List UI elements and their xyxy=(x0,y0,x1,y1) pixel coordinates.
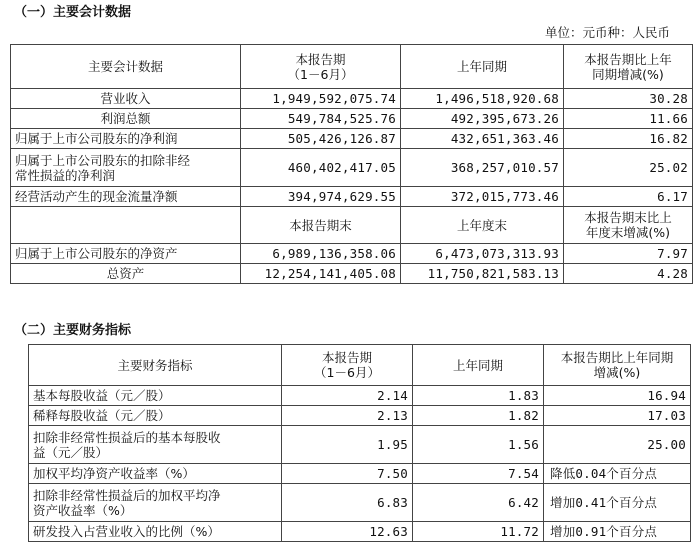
unit-currency-note: 单位：元币种：人民币 xyxy=(544,25,670,40)
row-label: 扣除非经常性损益后的基本每股收 益（元／股） xyxy=(29,426,282,464)
prior-period-value: 1.56 xyxy=(413,426,544,464)
change-value: 增加0.41个百分点 xyxy=(544,484,691,522)
row-label: 扣除非经常性损益后的加权平均净 资产收益率（%） xyxy=(29,484,282,522)
change-value: 30.28 xyxy=(564,89,693,109)
table-row xyxy=(29,464,691,484)
current-period-value: 6.83 xyxy=(282,484,413,522)
table-row xyxy=(11,89,693,109)
table-row xyxy=(11,109,693,129)
table-row xyxy=(29,426,691,464)
table-header-row xyxy=(11,207,693,244)
table-row xyxy=(29,522,691,542)
row-label: 加权平均净资产收益率（%） xyxy=(29,464,282,484)
change-value: 增加0.91个百分点 xyxy=(544,522,691,542)
row-label: 研发投入占营业收入的比例（%） xyxy=(29,522,282,542)
header-financial-indicators: 主要财务指标 xyxy=(29,345,282,386)
table-row xyxy=(11,129,693,149)
prior-period-value: 372,015,773.46 xyxy=(401,187,564,207)
row-label: 归属于上市公司股东的净资产 xyxy=(11,244,241,264)
financial-indicators-table xyxy=(28,344,691,542)
current-period-value: 1,949,592,075.74 xyxy=(241,89,401,109)
header-change-vs-year-end: 本报告期末比上 年度末增减(%) xyxy=(564,207,693,244)
current-period-value: 505,426,126.87 xyxy=(241,129,401,149)
table-row xyxy=(29,406,691,426)
header-change-pct: 本报告期比上年 同期增减(%) xyxy=(564,45,693,89)
header-change-pct: 本报告期比上年同期 增减(%) xyxy=(544,345,691,386)
prior-period-value: 492,395,673.26 xyxy=(401,109,564,129)
prior-period-value: 11,750,821,583.13 xyxy=(401,264,564,284)
section-1-title: （一）主要会计数据 xyxy=(14,5,132,20)
change-value: 7.97 xyxy=(564,244,693,264)
change-value: 25.02 xyxy=(564,149,693,187)
header-prior-year-period: 上年同期 xyxy=(413,345,544,386)
table-header-row xyxy=(29,345,691,386)
current-period-value: 460,402,417.05 xyxy=(241,149,401,187)
row-label: 基本每股收益（元／股） xyxy=(29,386,282,406)
table-row xyxy=(11,244,693,264)
header-prior-year-period: 上年同期 xyxy=(401,45,564,89)
table-row xyxy=(11,264,693,284)
current-period-value: 2.13 xyxy=(282,406,413,426)
current-period-value: 12,254,141,405.08 xyxy=(241,264,401,284)
current-period-value: 1.95 xyxy=(282,426,413,464)
prior-period-value: 1,496,518,920.68 xyxy=(401,89,564,109)
current-period-value: 7.50 xyxy=(282,464,413,484)
change-value: 17.03 xyxy=(544,406,691,426)
row-label: 归属于上市公司股东的净利润 xyxy=(11,129,241,149)
prior-period-value: 6,473,073,313.93 xyxy=(401,244,564,264)
change-value: 11.66 xyxy=(564,109,693,129)
table-header-row xyxy=(11,45,693,89)
prior-period-value: 6.42 xyxy=(413,484,544,522)
change-value: 25.00 xyxy=(544,426,691,464)
table-row xyxy=(11,187,693,207)
prior-period-value: 432,651,363.46 xyxy=(401,129,564,149)
row-label: 经营活动产生的现金流量净额 xyxy=(11,187,241,207)
header-current-period: 本报告期 （1－6月） xyxy=(241,45,401,89)
current-period-value: 12.63 xyxy=(282,522,413,542)
current-period-value: 549,784,525.76 xyxy=(241,109,401,129)
header-current-period: 本报告期 （1－6月） xyxy=(282,345,413,386)
change-value: 降低0.04个百分点 xyxy=(544,464,691,484)
current-period-value: 394,974,629.55 xyxy=(241,187,401,207)
row-label: 稀释每股收益（元／股） xyxy=(29,406,282,426)
table-row xyxy=(11,149,693,187)
accounting-data-table xyxy=(10,44,693,284)
row-label: 总资产 xyxy=(11,264,241,284)
prior-period-value: 11.72 xyxy=(413,522,544,542)
change-value: 6.17 xyxy=(564,187,693,207)
current-period-value: 6,989,136,358.06 xyxy=(241,244,401,264)
current-period-value: 2.14 xyxy=(282,386,413,406)
change-value: 16.94 xyxy=(544,386,691,406)
header-blank xyxy=(11,207,241,244)
prior-period-value: 1.82 xyxy=(413,406,544,426)
change-value: 16.82 xyxy=(564,129,693,149)
section-2-title: （二）主要财务指标 xyxy=(14,323,132,338)
row-label: 归属于上市公司股东的扣除非经 常性损益的净利润 xyxy=(11,149,241,187)
row-label: 营业收入 xyxy=(11,89,241,109)
change-value: 4.28 xyxy=(564,264,693,284)
header-accounting-data: 主要会计数据 xyxy=(11,45,241,89)
table-row xyxy=(29,484,691,522)
header-period-end: 本报告期末 xyxy=(241,207,401,244)
prior-period-value: 1.83 xyxy=(413,386,544,406)
row-label: 利润总额 xyxy=(11,109,241,129)
table-row xyxy=(29,386,691,406)
prior-period-value: 368,257,010.57 xyxy=(401,149,564,187)
prior-period-value: 7.54 xyxy=(413,464,544,484)
header-prior-year-end: 上年度末 xyxy=(401,207,564,244)
